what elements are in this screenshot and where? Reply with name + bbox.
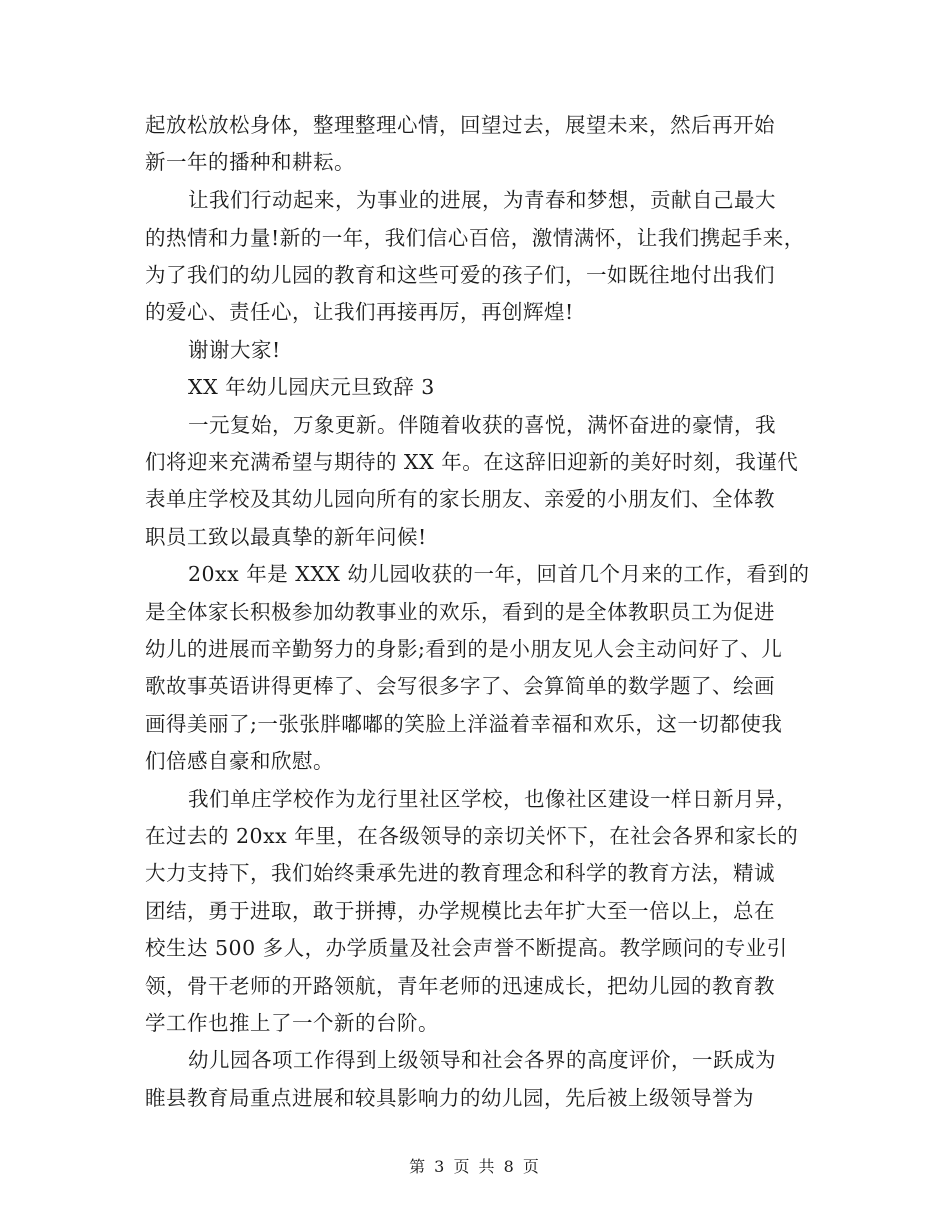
text-line: 20xx 年是 XXX 幼儿园收获的一年，回首几个月来的工作，看到的: [188, 562, 810, 586]
page-number-footer: 第 3 页 共 8 页: [409, 1157, 541, 1176]
text-line: 起放松放松身体，整理整理心情，回望过去，展望未来，然后再开始: [145, 113, 775, 137]
text-line: 是全体家长积极参加幼教事业的欢乐，看到的是全体教职员工为促进: [145, 600, 775, 624]
text-line: 让我们行动起来，为事业的进展，为青春和梦想，贡献自己最大: [188, 188, 776, 212]
text-line: 睢县教育局重点进展和较具影响力的幼儿园，先后被上级领导誉为: [145, 1086, 754, 1110]
text-line: 表单庄学校及其幼儿园向所有的家长朋友、亲爱的小朋友们、全体教: [145, 487, 775, 511]
text-line: 为了我们的幼儿园的教育和这些可爱的孩子们，一如既往地付出我们: [145, 263, 775, 287]
text-line: 新一年的播种和耕耘。: [145, 150, 355, 174]
text-line: 的热情和力量!新的一年，我们信心百倍，激情满怀，让我们携起手来，: [145, 226, 805, 250]
text-line: 在过去的 20xx 年里，在各级领导的亲切关怀下，在社会各界和家长的: [145, 824, 799, 848]
text-line: 的爱心、责任心，让我们再接再厉，再创辉煌!: [145, 300, 574, 324]
section-heading: XX 年幼儿园庆元旦致辞 3: [188, 375, 435, 399]
text-line: 们将迎来充满希望与期待的 XX 年。在这辞旧迎新的美好时刻，我谨代: [145, 450, 799, 474]
text-line: 大力支持下，我们始终秉承先进的教育理念和科学的教育方法，精诚: [145, 861, 775, 885]
text-line: 谢谢大家!: [188, 338, 281, 362]
text-line: 团结，勇于进取，敢于拼搏，办学规模比去年扩大至一倍以上，总在: [145, 899, 775, 923]
text-line: 我们单庄学校作为龙行里社区学校，也像社区建设一样日新月异，: [188, 787, 797, 811]
text-line: 幼儿园各项工作得到上级领导和社会各界的高度评价，一跃成为: [188, 1048, 776, 1072]
text-line: 们倍感自豪和欣慰。: [145, 749, 334, 773]
text-line: 幼儿的进展而辛勤努力的身影;看到的是小朋友见人会主动问好了、儿: [145, 637, 783, 661]
text-line: 歌故事英语讲得更棒了、会写很多字了、会算简单的数学题了、绘画: [145, 674, 775, 698]
text-line: 学工作也推上了一个新的台阶。: [145, 1011, 439, 1035]
text-line: 校生达 500 多人，办学质量及社会声誉不断提高。教学顾问的专业引: [145, 936, 788, 960]
text-line: 画得美丽了;一张张胖嘟嘟的笑脸上洋溢着幸福和欢乐，这一切都使我: [145, 712, 783, 736]
text-line: 领，骨干老师的开路领航，青年老师的迅速成长，把幼儿园的教育教: [145, 974, 775, 998]
text-line: 职员工致以最真挚的新年问候!: [145, 525, 427, 549]
text-line: 一元复始，万象更新。伴随着收获的喜悦，满怀奋进的豪情，我: [188, 413, 776, 437]
